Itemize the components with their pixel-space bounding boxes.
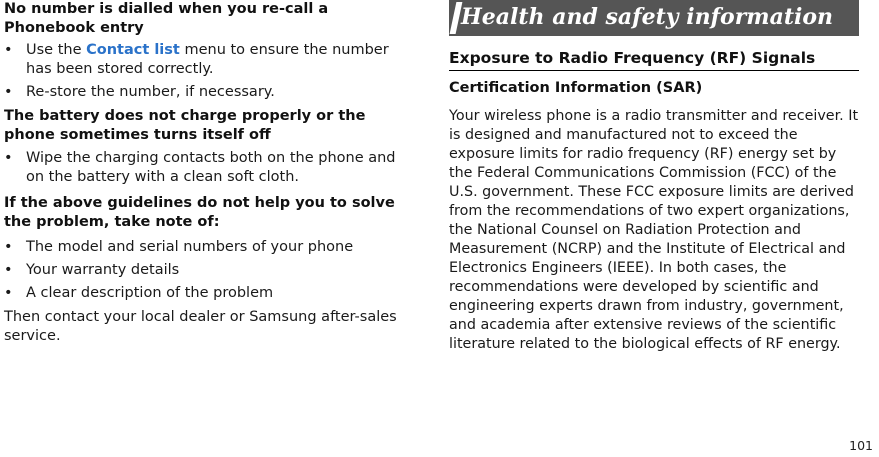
- list-item: [4, 238, 406, 257]
- bullet: •: [4, 285, 13, 301]
- list-item: [4, 284, 406, 303]
- right-column: [449, 0, 859, 354]
- chapter-banner: [449, 0, 859, 36]
- bullet: •: [4, 84, 13, 100]
- list-item-prefix: Use the: [26, 42, 87, 58]
- list-item: [4, 83, 406, 102]
- list-item: [4, 261, 406, 280]
- list-item-text: A clear description of the problem: [26, 285, 274, 301]
- left-column: [4, 0, 406, 346]
- rf-body-paragraph: Your wireless phone is a radio transmitter and receiver. It is designed and manufactured not to exceed the exposure limits for radio frequency (RF) energy set by the Federal Communications Commission (FCC) of the U.S. government. These FCC exposure limits are derived from the recommendations of two expert organizations, the National Counsel on Radiation Protection and Measurement (NCRP) and the Institute of Electrical and Electronics Engineers (IEEE). In both cases, the recommendations were developed by scientific and engineering experts drawn from industry, government, and academia after extensive reviews of the scientific literature related to the biological effects of RF energy.: [449, 108, 859, 352]
- list-item-text: Your warranty details: [26, 262, 180, 278]
- section-title: Exposure to Radio Frequency (RF) Signals: [449, 49, 816, 67]
- page-number: 101: [849, 438, 873, 453]
- list-item-text: Re-store the number, if necessary.: [26, 84, 275, 100]
- contact-list-link[interactable]: Contact list: [86, 42, 180, 58]
- list-take-note: [4, 238, 406, 303]
- heading-battery-not-charging: The battery does not charge properly or the phone sometimes turns itself off: [4, 108, 366, 143]
- list-item: [4, 149, 406, 187]
- list-item: [4, 41, 406, 79]
- section-divider: [449, 70, 859, 71]
- bullet: •: [4, 150, 13, 166]
- list-no-number-dialled: [4, 41, 406, 102]
- bullet: •: [4, 239, 13, 255]
- list-item-text: The model and serial numbers of your phone: [26, 239, 354, 255]
- heading-no-number-dialled: No number is dialled when you re-call a Phonebook entry: [4, 1, 329, 36]
- bullet: •: [4, 262, 13, 278]
- chapter-title: Health and safety information: [461, 4, 834, 30]
- closing-paragraph: Then contact your local dealer or Samsung after-sales service.: [4, 309, 397, 344]
- list-item-suffix: menu to ensure the number has been stored correctly.: [26, 42, 389, 77]
- bullet: •: [4, 42, 13, 58]
- heading-take-note: If the above guidelines do not help you to solve the problem, take note of:: [4, 195, 395, 230]
- list-battery-not-charging: [4, 149, 406, 187]
- list-item-text: Wipe the charging contacts both on the phone and on the battery with a clean soft cloth.: [26, 150, 396, 185]
- subheading-sar: Certification Information (SAR): [449, 80, 703, 96]
